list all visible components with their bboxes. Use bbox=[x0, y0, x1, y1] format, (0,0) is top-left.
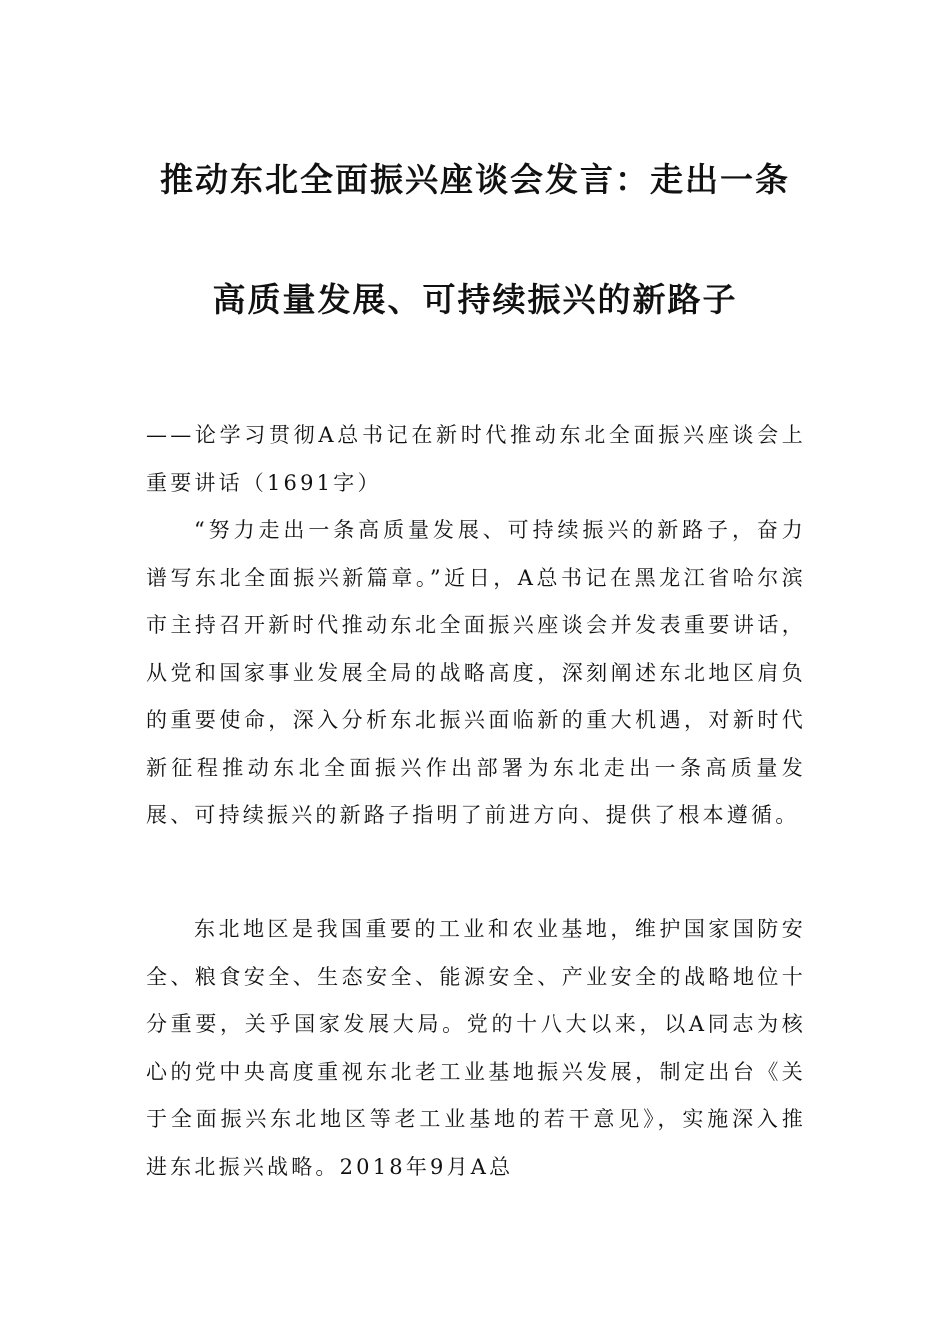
document-title-line-1: 推动东北全面振兴座谈会发言：走出一条 bbox=[160, 160, 790, 199]
body-paragraph-2: 东北地区是我国重要的工业和农业基地，维护国家国防安全、粮食安全、生态安全、能源安全、产业安全的战略地位十分重要，关乎国家发展大局。党的十八大以来，以A同志为核心的党中央高度重视东北老工业基地振兴发展，制定出台《关于全面振兴东北地区等老工业基地的若干意见》，实施深入推进东北振兴战略。2018年9月A总 bbox=[146, 917, 806, 1179]
document-title-line-2: 高质量发展、可持续振兴的新路子 bbox=[212, 280, 738, 319]
body-paragraph-1: “努力走出一条高质量发展、可持续振兴的新路子，奋力谱写东北全面振兴新篇章。”近日，A总书记在黑龙江省哈尔滨市主持召开新时代推动东北全面振兴座谈会并发表重要讲话，从党和国家事业发展全局的战略高度，深刻阐述东北地区肩负的重要使命，深入分析东北振兴面临新的重大机遇，对新时代新征程推动东北全面振兴作出部署为东北走出一条高质量发展、可持续振兴的新路子指明了前进方向、提供了根本遵循。 bbox=[146, 518, 806, 827]
document-subtitle: ——论学习贯彻A总书记在新时代推动东北全面振兴座谈会上重要讲话（1691字） bbox=[146, 423, 806, 495]
